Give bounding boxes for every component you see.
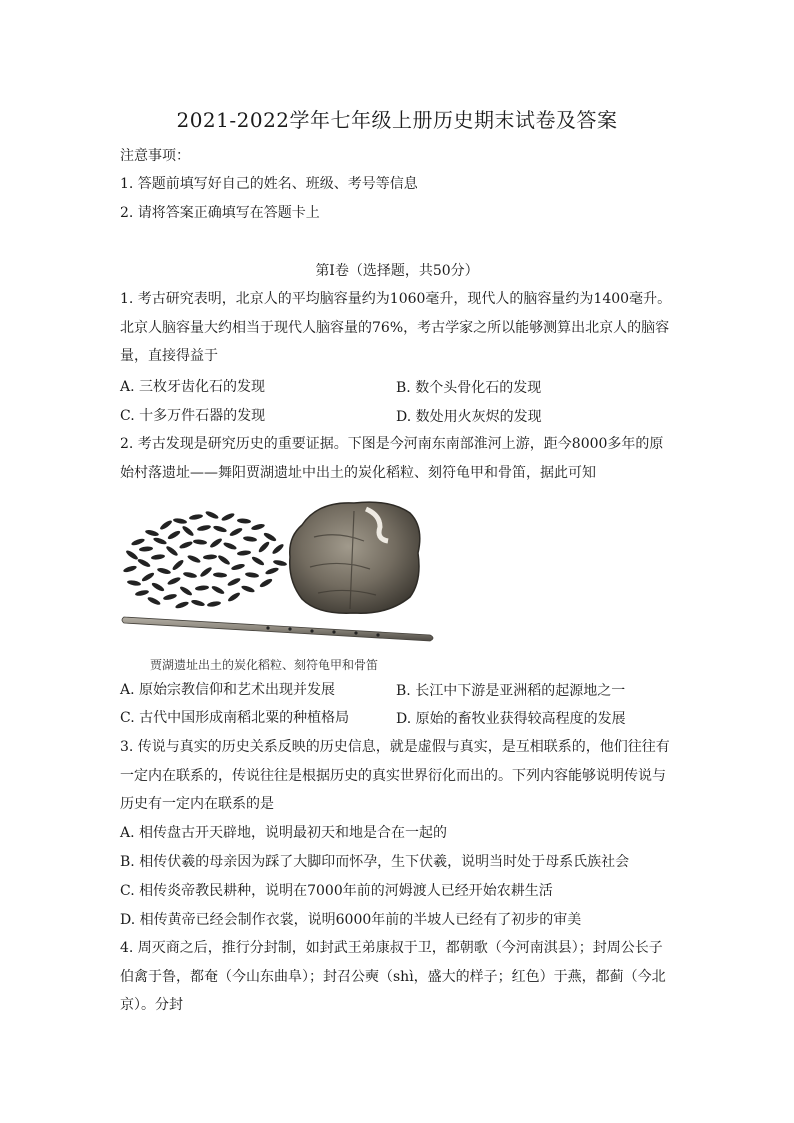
q2-option-a: A. 原始宗教信仰和艺术出现并发展 [120,682,336,698]
q1-line-1: 1. 考古研究表明，北京人的平均脑容量约为1060毫升，现代人的脑容量约为1400毫升。 [120,291,672,307]
notice-item-1: 1. 答题前填写好自己的姓名、班级、考号等信息 [120,176,418,192]
q3-option-c: C. 相传炎帝教民耕种，说明在7000年前的河姆渡人已经开始农耕生活 [120,883,553,899]
notice-heading: 注意事项： [120,148,190,164]
q1-option-b: B. 数个头骨化石的发现 [396,380,542,396]
q2-option-b: B. 长江中下游是亚洲稻的起源地之一 [396,683,626,699]
q4-line-1: 4. 周灭商之后，推行分封制，如封武王弟康叔于卫，都朝歌（今河南淇县）；封周公长子 [120,940,663,956]
q4-line-3: 京）。分封 [120,997,183,1013]
bone-flute-image [122,617,433,641]
figure-caption: 贾湖遗址出土的炭化稻粒、刻符龟甲和骨笛 [150,658,379,672]
q1-option-d: D. 数处用火灰烬的发现 [396,409,542,425]
q2-line-1: 2. 考古发现是研究历史的重要证据。下图是今河南东南部淮河上游，距今8000多年的原 [120,436,664,452]
q3-option-b: B. 相传伏羲的母亲因为踩了大脚印而怀孕，生下伏羲，说明当时处于母系氏族社会 [120,854,630,870]
q4-line-2: 伯禽于鲁，都奄（今山东曲阜）；封召公奭（shì，盛大的样子；红色）于燕，都蓟（今北 [120,969,666,985]
notice-item-2: 2. 请将答案正确填写在答题卡上 [120,205,320,221]
q3-line-3: 历史有一定内在联系的是 [120,796,274,812]
exam-title: 2021-2022学年七年级上册历史期末试卷及答案 [176,108,618,132]
q1-line-2: 北京人脑容量大约相当于现代人脑容量的76%，考古学家之所以能够测算出北京人的脑容 [120,320,670,336]
section-heading: 第Ⅰ卷（选择题，共50分） [315,263,479,279]
artifacts-photo [118,497,448,677]
q2-option-c: C. 古代中国形成南稻北粟的种植格局 [120,710,350,726]
rice-grains-image [123,510,288,610]
q2-option-d: D. 原始的畜牧业获得较高程度的发展 [396,711,626,727]
q1-option-c: C. 十多万件石器的发现 [120,408,266,424]
q1-line-3: 量，直接得益于 [120,348,218,364]
q3-option-a: A. 相传盘古开天辟地，说明最初天和地是合在一起的 [120,825,448,841]
q3-line-1: 3. 传说与真实的历史关系反映的历史信息，就是虚假与真实，是互相联系的，他们往往有 [120,739,670,755]
q3-option-d: D. 相传黄帝已经会制作衣裳，说明6000年前的半坡人已经有了初步的审美 [120,912,582,928]
tortoise-shell-image [290,502,420,613]
q3-line-2: 一定内在联系的，传说往往是根据历史的真实世界衍化而出的。下列内容能够说明传说与 [120,768,666,784]
q2-line-2: 始村落遗址——舞阳贾湖遗址中出土的炭化稻粒、刻符龟甲和骨笛，据此可知 [120,465,596,481]
q1-option-a: A. 三枚牙齿化石的发现 [120,379,266,395]
